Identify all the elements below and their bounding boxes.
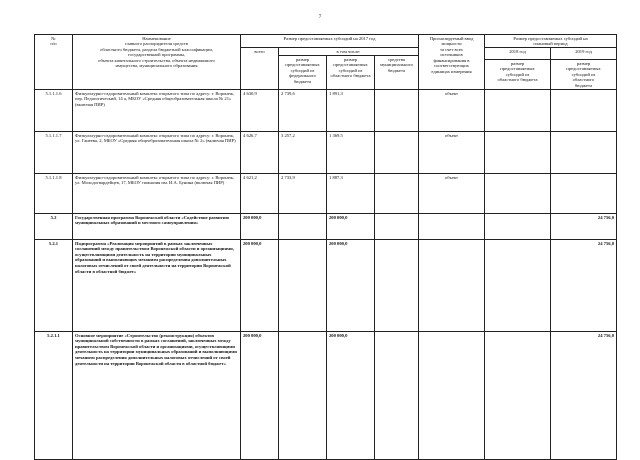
header-2018: 2018 год — [485, 48, 551, 60]
row-name: Основное мероприятие «Строительство (реконструкция) объектов муниципальной собственности в рамках соглашений, заключенных между правительством Воронежской области и организациями, осуществляющими деятельность на территории муниципальных образований и выполняющими механизм распределения дополнительных налоговых отчислений от своей деятельности на территории Воронежской области в областной бюджет» — [73, 332, 241, 460]
row-total: 200 000,0 — [241, 332, 279, 460]
row-name: Подпрограмма «Реализация мероприятий в рамках заключенных соглашений между правительством Воронежской области и организациями, осуществляющими деятельность на территории муниципальных образований и выполняющих механизм распределения дополнительных налоговых отчислений от своей деятельности на территории Воронежской области в областной бюджет» — [73, 240, 241, 332]
table-row — [35, 332, 617, 460]
header-name: Наименование главного распорядителя средств областного бюджета, раздела бюджетной классификации, государственной программы, объекта капитального строительства, объекта недвижимого имущества, муниципального образования — [73, 35, 241, 90]
header-sub2017: Размер предоставляемых субсидий на 2017 год — [241, 35, 419, 48]
table-row — [35, 132, 617, 174]
row-2019: 24 756,0 — [551, 240, 617, 332]
row-mun — [375, 90, 419, 132]
row-mun — [375, 240, 419, 332]
row-2018 — [485, 174, 551, 214]
row-name: Государственная программа Воронежской области «Содействие развитию муниципальных образований и местного самоуправления» — [73, 214, 241, 240]
row-num: 5.2.1.1 — [35, 332, 73, 460]
row-fed — [279, 214, 327, 240]
row-num: 5.1.1.1.6 — [35, 90, 73, 132]
row-fed: 2 739,6 — [279, 90, 327, 132]
row-total: 4 626,7 — [241, 132, 279, 174]
row-capacity: объект — [419, 90, 485, 132]
row-num: 5.2.1 — [35, 240, 73, 332]
page-number: 7 — [318, 14, 322, 20]
row-total: 4 630,9 — [241, 90, 279, 132]
row-capacity: объект — [419, 174, 485, 214]
row-mun — [375, 174, 419, 214]
row-reg: 200 000,0 — [327, 332, 375, 460]
row-fed — [279, 332, 327, 460]
row-2018 — [485, 214, 551, 240]
subsidy-table — [34, 34, 617, 460]
row-num: 5.2 — [35, 214, 73, 240]
row-2018 — [485, 132, 551, 174]
table-row — [35, 90, 617, 132]
row-fed: 2 733,9 — [279, 174, 327, 214]
row-reg: 1 887,3 — [327, 174, 375, 214]
header-fed: размер предоставляемых субсидий из федерального бюджета — [279, 56, 327, 90]
header-reg: размер предоставляемых субсидий из областного бюджета — [327, 56, 375, 90]
row-2019 — [551, 90, 617, 132]
row-2018 — [485, 90, 551, 132]
header-plan: Размер предоставляемых субсидий на плановый период — [485, 35, 617, 48]
header-incl: в том числе: — [279, 48, 419, 56]
row-total: 200 000,0 — [241, 240, 279, 332]
row-total: 4 621,2 — [241, 174, 279, 214]
row-2018 — [485, 240, 551, 332]
row-2018 — [485, 332, 551, 460]
row-num: 5.1.1.1.7 — [35, 132, 73, 174]
row-fed — [279, 240, 327, 332]
row-2019: 24 756,0 — [551, 332, 617, 460]
header-num: № п/п — [35, 35, 73, 90]
row-mun — [375, 332, 419, 460]
row-2019 — [551, 174, 617, 214]
row-reg: 200 000,0 — [327, 240, 375, 332]
row-capacity — [419, 214, 485, 240]
table-row — [35, 240, 617, 332]
table-row — [35, 214, 617, 240]
row-reg: 1 369,5 — [327, 132, 375, 174]
row-mun — [375, 214, 419, 240]
row-capacity: объект — [419, 132, 485, 174]
row-reg: 1 891,3 — [327, 90, 375, 132]
row-2019: 24 756,0 — [551, 214, 617, 240]
row-name: Физкультурно-оздоровительный комплекс открытого типа по адресу: г. Воронеж, ул. Ганеева, 2, МБОУ «Средняя общеобразовательная школа № 2» (включая ПИР) — [73, 132, 241, 174]
row-mun — [375, 132, 419, 174]
row-name: Физкультурно-оздоровительный комплекс открытого типа по адресу: г. Воронеж, ул. Молодогвардейцев, 17, МБОУ гимназия им. И.А. Бунина (включая ПИР) — [73, 174, 241, 214]
row-num: 5.1.1.1.8 — [35, 174, 73, 214]
header-capacity: Прогнозируемый ввод мощности за счет всех источников финансирования в соответствующих единицах измерения — [419, 35, 485, 90]
header-sub2018: размер предоставляемых субсидий из областного бюджета — [485, 60, 551, 90]
row-capacity — [419, 332, 485, 460]
header-sub2019: размер предоставляемых субсидий из областного бюджета — [551, 60, 617, 90]
header-total: всего — [241, 48, 279, 90]
header-2019: 2019 год — [551, 48, 617, 60]
row-total: 200 000,0 — [241, 214, 279, 240]
row-2019 — [551, 132, 617, 174]
table-row — [35, 174, 617, 214]
row-reg: 200 000,0 — [327, 214, 375, 240]
row-capacity — [419, 240, 485, 332]
header-mun: средства муниципального бюджета — [375, 56, 419, 90]
row-fed: 3 257,2 — [279, 132, 327, 174]
row-name: Физкультурно-оздоровительный комплекс открытого типа по адресу: г. Воронеж, пер. Педагогический, 14 а, МБОУ «Средняя общеобразовательная школа № 21» (включая ПИР) — [73, 90, 241, 132]
